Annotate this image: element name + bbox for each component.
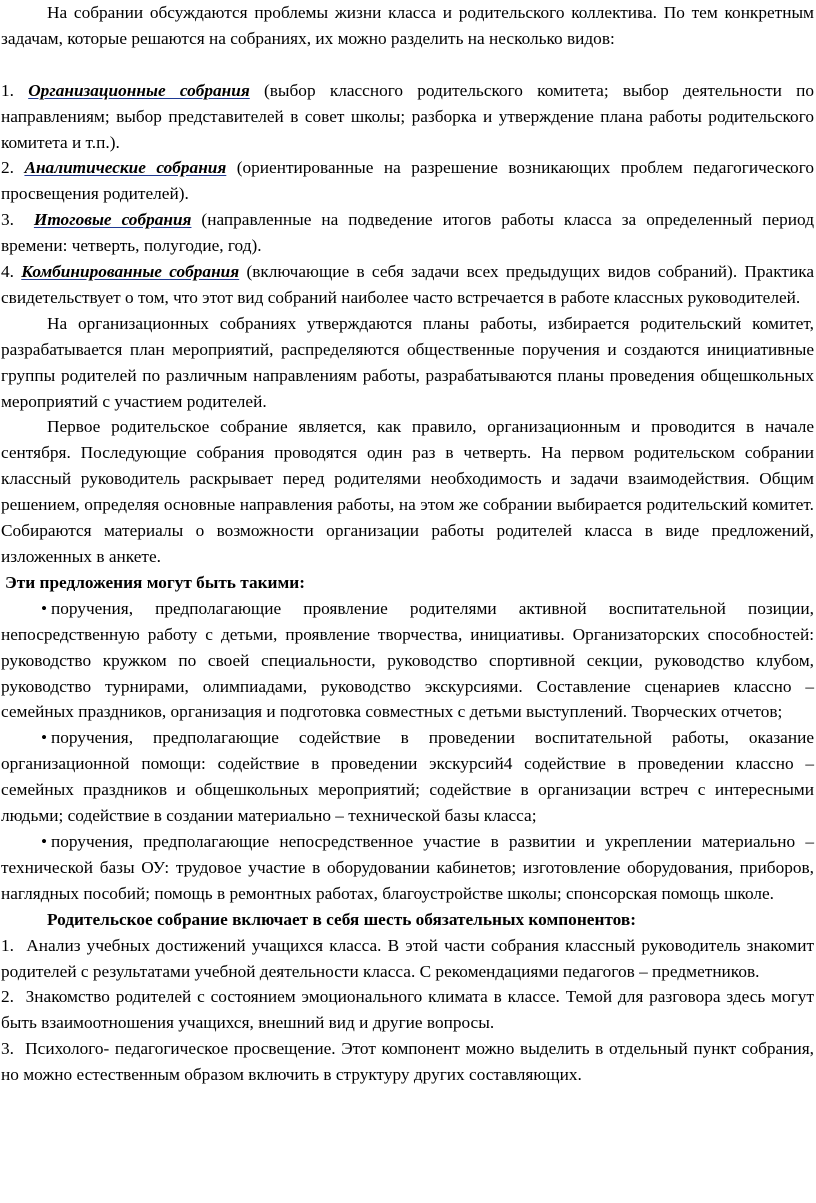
component-number: 3. bbox=[1, 1039, 14, 1059]
component-item-3 bbox=[1, 1036, 814, 1088]
meeting-type-number: 3. bbox=[1, 210, 14, 230]
meeting-type-desc: (выбор классного родительского комитета; выбор деятельности по направлениям; выбор представителей в совет школы; разборка и утверждение плана работы родительского комитета и т.п.). bbox=[1, 80, 814, 152]
meeting-type-title: Аналитические собрания bbox=[24, 158, 227, 178]
first-meeting-paragraph: Первое родительское собрание является, как правило, организационным и проводится в начале сентября. Последующие собрания проводятся один раз в четверть. На первом родительском собрании классный руководитель раскрывает перед родителями необходимость и задачи взаимодействия. Общим решением, определяя основные направления работы, на этом же собрании выбирается родительский комитет. Собираются материалы о возможности организации работы родителей класса в виде предложений, изложенных в анкете. bbox=[1, 417, 814, 567]
component-item-2 bbox=[1, 984, 814, 1036]
bullet-icon: • bbox=[41, 831, 48, 851]
meeting-type-title: Организационные собрания bbox=[28, 80, 250, 100]
meeting-type-desc: (ориентированные на разрешение возникающих проблем педагогического просвещения родителей). bbox=[1, 158, 814, 204]
component-text: Знакомство родителей с состоянием эмоционального климата в классе. Темой для разговора здесь могут быть взаимоотношения учащихся, внешний вид и другие вопросы. bbox=[1, 987, 815, 1033]
offer-text: поручения, предполагающие проявление родителями активной воспитательной позиции, непосредственную работу с детьми, проявление творчества, инициативы. Организаторских способностей: руководство кружком по своей специальности, руководство спортивной секции, руководство клубом, руководство турнирами, олимпиадами, руководство экскурсиями. Составление сценариев классно – семейных праздников, организация и подготовка совместных с детьми выступлений. Творческих отчетов; bbox=[1, 598, 814, 722]
offer-text: поручения, предполагающие содействие в проведении воспитательной работы, оказание организационной помощи: содействие в проведении экскурсий4 содействие в проведении классно – семейных праздников и общешкольных мероприятий; содействие в организации встреч с интересными людьми; содействие в создании материально – технической базы класса; bbox=[1, 728, 814, 826]
meeting-type-3 bbox=[1, 207, 814, 259]
meeting-type-number: 4. bbox=[1, 262, 14, 282]
organizational-paragraph: На организационных собраниях утверждаются планы работы, избирается родительский комитет, разрабатывается план мероприятий, распределяются общественные поручения и создаются инициативные группы родителей по различным направлениям работы, разрабатываются планы проведения общешкольных мероприятий с участием родителей. bbox=[1, 313, 814, 411]
components-heading: Родительское собрание включает в себя шесть обязательных компонентов: bbox=[47, 909, 636, 929]
offers-heading: Эти предложения могут быть такими: bbox=[5, 572, 305, 592]
meeting-type-number: 1. bbox=[1, 80, 14, 100]
blank-line bbox=[1, 52, 814, 78]
meeting-type-title: Комбинированные собрания bbox=[21, 262, 240, 282]
meeting-type-title: Итоговые собрания bbox=[33, 210, 192, 230]
component-text: Анализ учебных достижений учащихся класса. В этой части собрания классный руководитель знакомит родителей с результатами учебной деятельности класса. С рекомендациями педагогов – предметников. bbox=[1, 935, 814, 981]
offer-item-1 bbox=[1, 596, 814, 726]
component-number: 1. bbox=[1, 935, 14, 955]
meeting-type-2 bbox=[1, 155, 814, 207]
offer-item-3 bbox=[1, 829, 814, 907]
component-text: Психолого- педагогическое просвещение. Этот компонент можно выделить в отдельный пункт собрания, но можно естественным образом включить в структуру других составляющих. bbox=[1, 1039, 814, 1085]
component-number: 2. bbox=[1, 987, 14, 1007]
meeting-type-number: 2. bbox=[1, 158, 14, 178]
meeting-type-1 bbox=[1, 78, 814, 156]
meeting-type-4 bbox=[1, 259, 814, 311]
offer-item-2 bbox=[1, 725, 814, 829]
meeting-type-desc: (направленные на подведение итогов работы класса за определенный период времени: четверть, полугодие, год). bbox=[1, 210, 814, 256]
meeting-type-desc: (включающие в себя задачи всех предыдущих видов собраний). Практика свидетельствует о том, что этот вид собраний наиболее часто встречается в работе классных руководителей. bbox=[1, 262, 814, 307]
bullet-icon: • bbox=[41, 728, 48, 748]
offer-text: поручения, предполагающие непосредственное участие в развитии и укреплении материально – технической базы ОУ: трудовое участие в оборудовании кабинетов; изготовление оборудования, приборов, наглядных пособий; помощь в ремонтных работах, благоустройстве школы; спонсорская помощь школе. bbox=[1, 831, 814, 903]
bullet-icon: • bbox=[41, 598, 48, 618]
intro-paragraph: На собрании обсуждаются проблемы жизни класса и родительского коллектива. По тем конкретным задачам, которые решаются на собраниях, их можно разделить на несколько видов: bbox=[1, 3, 814, 48]
component-item-1 bbox=[1, 933, 814, 985]
